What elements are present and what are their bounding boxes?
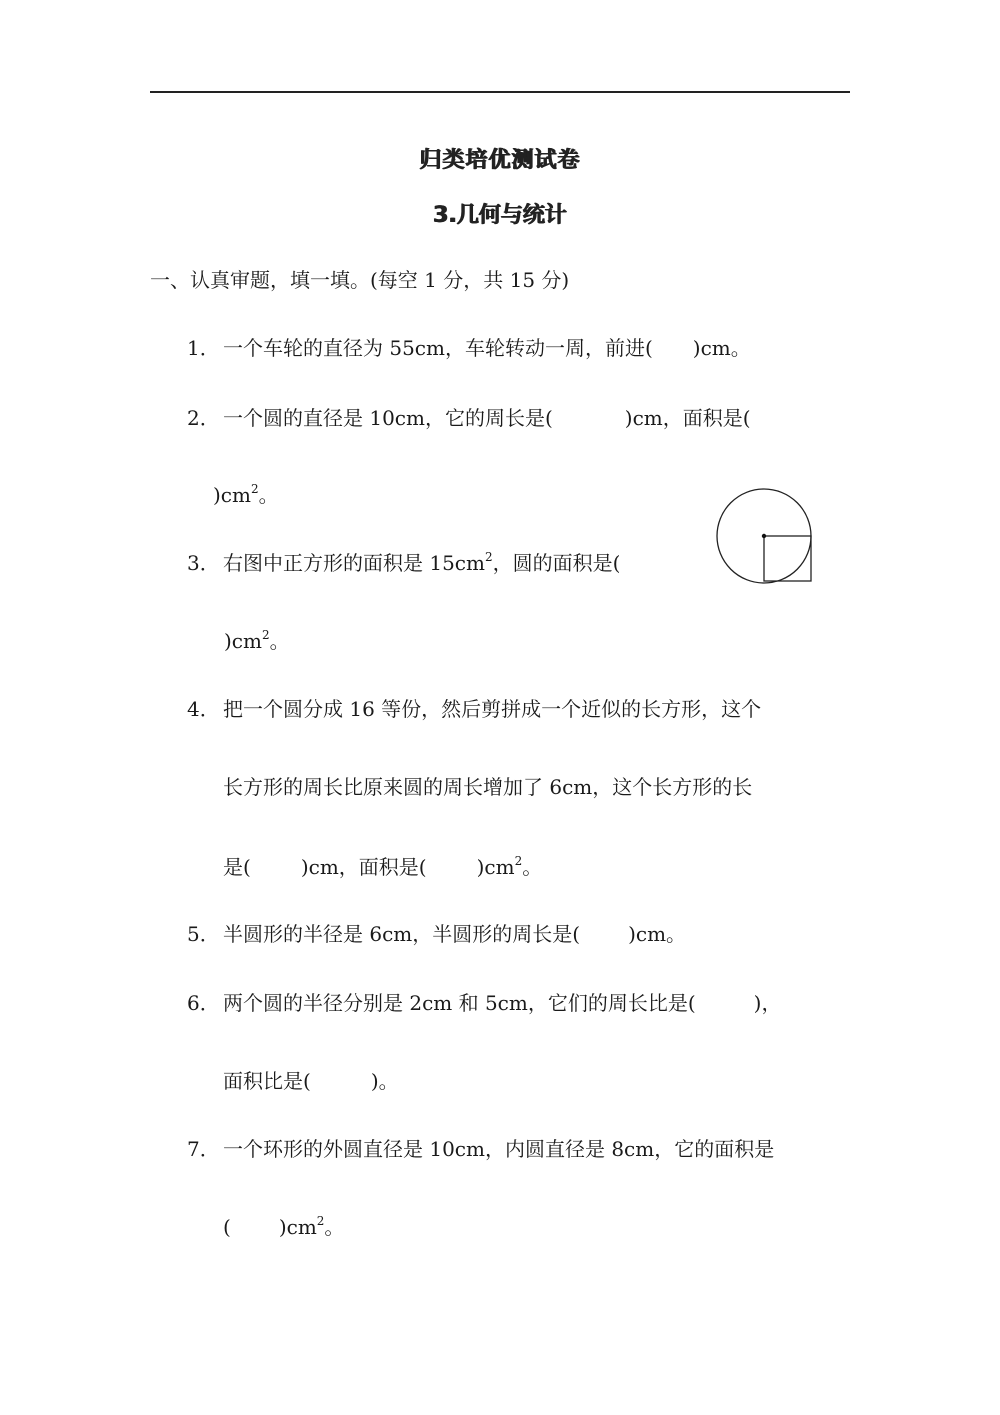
question-text: 一个圆的直径是 10cm，它的周长是( <box>223 406 553 430</box>
question-text: )cm <box>224 629 262 653</box>
question-2 <box>187 404 751 432</box>
question-text: 右图中正方形的面积是 15cm <box>223 551 485 575</box>
figure-center-dot <box>762 534 766 538</box>
question-text: 。 <box>258 483 279 507</box>
question-text: )cm <box>278 1215 317 1239</box>
question-1 <box>187 334 751 362</box>
question-2-cont <box>213 481 279 509</box>
question-number: 5． <box>187 922 220 946</box>
question-text: 一个车轮的直径为 55cm，车轮转动一周，前进( <box>223 336 653 360</box>
superscript: 2 <box>316 1214 325 1228</box>
question-text: )， <box>753 991 782 1015</box>
question-7 <box>187 1135 774 1163</box>
question-number: 3． <box>187 551 220 575</box>
question-5 <box>187 920 686 948</box>
question-text: 面积比是( <box>223 1069 311 1093</box>
header-rule <box>150 91 850 93</box>
question-text: )cm <box>476 855 515 879</box>
question-text: )cm，面积是( <box>300 855 427 879</box>
question-number: 4． <box>187 697 220 721</box>
question-6-cont <box>223 1067 399 1095</box>
question-number: 7． <box>187 1137 220 1161</box>
question-number: 6． <box>187 991 220 1015</box>
question-text: ，圆的面积是( <box>492 551 621 575</box>
question-text: 。 <box>269 629 290 653</box>
question-text: )。 <box>370 1069 399 1093</box>
question-text: 一个环形的外圆直径是 10cm，内圆直径是 8cm，它的面积是 <box>223 1137 775 1161</box>
question-text: 长方形的周长比原来圆的周长增加了 6cm，这个长方形的长 <box>223 775 753 799</box>
question-text: 把一个圆分成 16 等份，然后剪拼成一个近似的长方形，这个 <box>223 697 762 721</box>
question-3-cont <box>224 627 290 655</box>
superscript: 2 <box>514 854 523 868</box>
superscript: 2 <box>250 482 259 496</box>
question-text: )cm。 <box>628 922 687 946</box>
section-heading: 一、认真审题，填一填。(每空 1 分，共 15 分) <box>150 268 570 292</box>
question-7-cont <box>223 1213 344 1241</box>
superscript: 2 <box>484 550 493 564</box>
question-4-cont <box>223 773 752 801</box>
question-text: )cm <box>213 483 251 507</box>
question-4-cont2 <box>223 853 542 881</box>
question-text: 半圆形的半径是 6cm，半圆形的周长是( <box>223 922 581 946</box>
question-text: 。 <box>324 1215 345 1239</box>
page-title: 归类培优测试卷 <box>419 148 581 173</box>
question-text: ( <box>223 1215 231 1239</box>
question-number: 1． <box>187 336 220 360</box>
page-subtitle: 3.几何与统计 <box>433 203 567 228</box>
question-text: )cm。 <box>692 336 751 360</box>
question-3 <box>187 549 620 577</box>
question-text: )cm，面积是( <box>624 406 751 430</box>
question-text: 是( <box>223 855 251 879</box>
figure-square <box>764 536 811 581</box>
circle-square-figure <box>712 486 816 586</box>
question-4 <box>187 695 761 723</box>
question-6 <box>187 989 781 1017</box>
superscript: 2 <box>261 628 270 642</box>
question-text: 。 <box>522 855 543 879</box>
question-number: 2． <box>187 406 220 430</box>
question-text: 两个圆的半径分别是 2cm 和 5cm，它们的周长比是( <box>223 991 696 1015</box>
